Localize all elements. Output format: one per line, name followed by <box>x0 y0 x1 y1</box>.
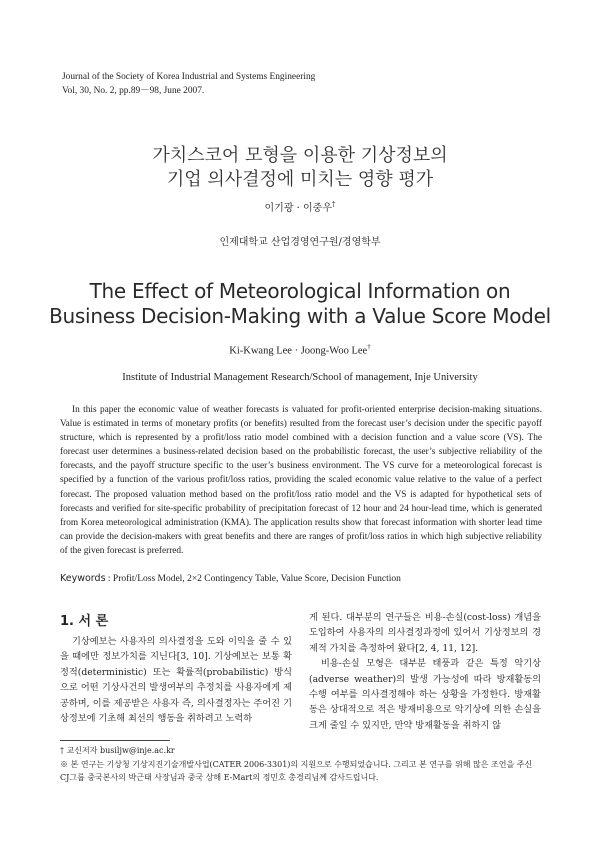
abstract: In this paper the economic value of weather forecasts is valuated for profit-oriented enterprise decision-making situations. Value is estimated in terms of monetary profits (or benefits) resulted from the forecast user’s decision under the specific payoff structure, which is represented by a profit/loss ratio model combined with a decision function and a value score (VS). The forecast user determines a business-related decision based on the probabilistic forecast, the user’s subjective reliability of the forecasts, and the payoff structure specific to the user’s business environment. The VS curve for a meteorological forecast is specified by a function of the various profit/loss ratios, providing the scaled economic value relative to the value of a perfect forecast. The proposed valuation method based on the profit/loss ratio model and the VS is adapted for hypothetical sets of forecasts and verified for site-specific probability of precipitation forecast of 12 hour and 24 hour-lead time, which is generated from Korea meteorological administration (KMA). The application results show that forecast information with shorter lead time can provide the decision-makers with great benefits and there are ranges of profit/loss ratios in which high subjective reliability of the given forecast is preferred. <box>60 405 542 556</box>
korean-title-line1: 가치스코어 모형을 이용한 기상정보의 <box>152 145 448 166</box>
english-affiliation: Institute of Industrial Management Research/School of management, Inje University <box>122 372 478 383</box>
english-title-line2: Business Decision-Making with a Value Score Model <box>49 304 551 328</box>
keywords: Keywords : Profit/Loss Model, 2×2 Contingency Table, Value Score, Decision Function <box>60 573 401 584</box>
journal-name: Journal of the Society of Korea Industrial and Systems Engineering <box>62 72 316 82</box>
left-column <box>60 634 292 726</box>
korean-title <box>0 144 600 192</box>
korean-author-names: 이기광 · 이중우 <box>264 203 332 214</box>
section-heading: 1. 서 론 <box>60 614 109 629</box>
journal-volume: Vol, 30, No. 2, pp.89－98, June 2007. <box>62 86 205 96</box>
english-title <box>0 279 600 329</box>
journal-info <box>62 70 315 98</box>
korean-author-mark: † <box>332 200 336 209</box>
right-column <box>309 610 541 733</box>
keywords-label: Keywords <box>60 573 106 584</box>
english-author-mark: † <box>367 343 371 351</box>
english-title-line1: The Effect of Meteorological Information on <box>89 279 511 303</box>
english-authors <box>0 343 600 357</box>
english-author-names: Ki-Kwang Lee · Joong-Woo Lee <box>229 345 368 357</box>
intro-paragraph-continued: 게 된다. 대부분의 연구들은 비용-손실(cost-loss) 개념을 도입하여 사용자의 의사결정과정에 있어서 기상정보의 경제적 가치를 측정하여 왔다[2, 4, 11, 12]. <box>309 612 541 654</box>
footnote-corresponding: † 교신저자 busiljw@inje.ac.kr <box>60 746 175 755</box>
korean-authors <box>0 199 600 214</box>
intro-paragraph-1: 기상예보는 사용자의 의사결정을 도와 이익을 줄 수 있을 때에만 정보가치를 지닌다[3, 10]. 기상예보는 보통 확정적(deterministic) 또는 확률적(probabilistic) 방식으로 어떤 기상사건의 발생여부의 추정치를 사용자에게 제공하며, 이를 제공받은 사용자 즉, 의사결정자는 주어진 기상정보에 기초해 최선의 행동을 취하려고 노력하 <box>60 636 292 725</box>
korean-affiliation: 인제대학교 산업경영연구원/경영학부 <box>219 237 381 248</box>
keywords-text: Profit/Loss Model, 2×2 Contingency Table, Value Score, Decision Function <box>112 574 401 584</box>
footnote-divider <box>60 740 170 741</box>
intro-paragraph-2: 비용-손실 모형은 대부분 태풍과 같은 특정 악기상(adverse weather)의 발생 가능성에 따라 방재활동의 수행 여부를 의사결정해야 하는 상황을 가정한다. 방재활동은 상대적으로 적은 방재비용으로 악기상에 의한 손실을 크게 줄일 수 있지만, 만약 방재활동을 취하지 않 <box>309 658 541 731</box>
korean-title-line2: 기업 의사결정에 미치는 영향 평가 <box>166 169 434 190</box>
footnote-funding: ※ 본 연구는 기상청 기상지진기술개발사업(CATER 2006-3301)의 지원으로 수행되었습니다. 그리고 본 연구를 위해 많은 조언을 주신 CJ그룹 중국본사의 박근태 사장님과 중국 상해 E-Mart의 정민호 총경리님께 감사드립니다. <box>60 760 533 782</box>
